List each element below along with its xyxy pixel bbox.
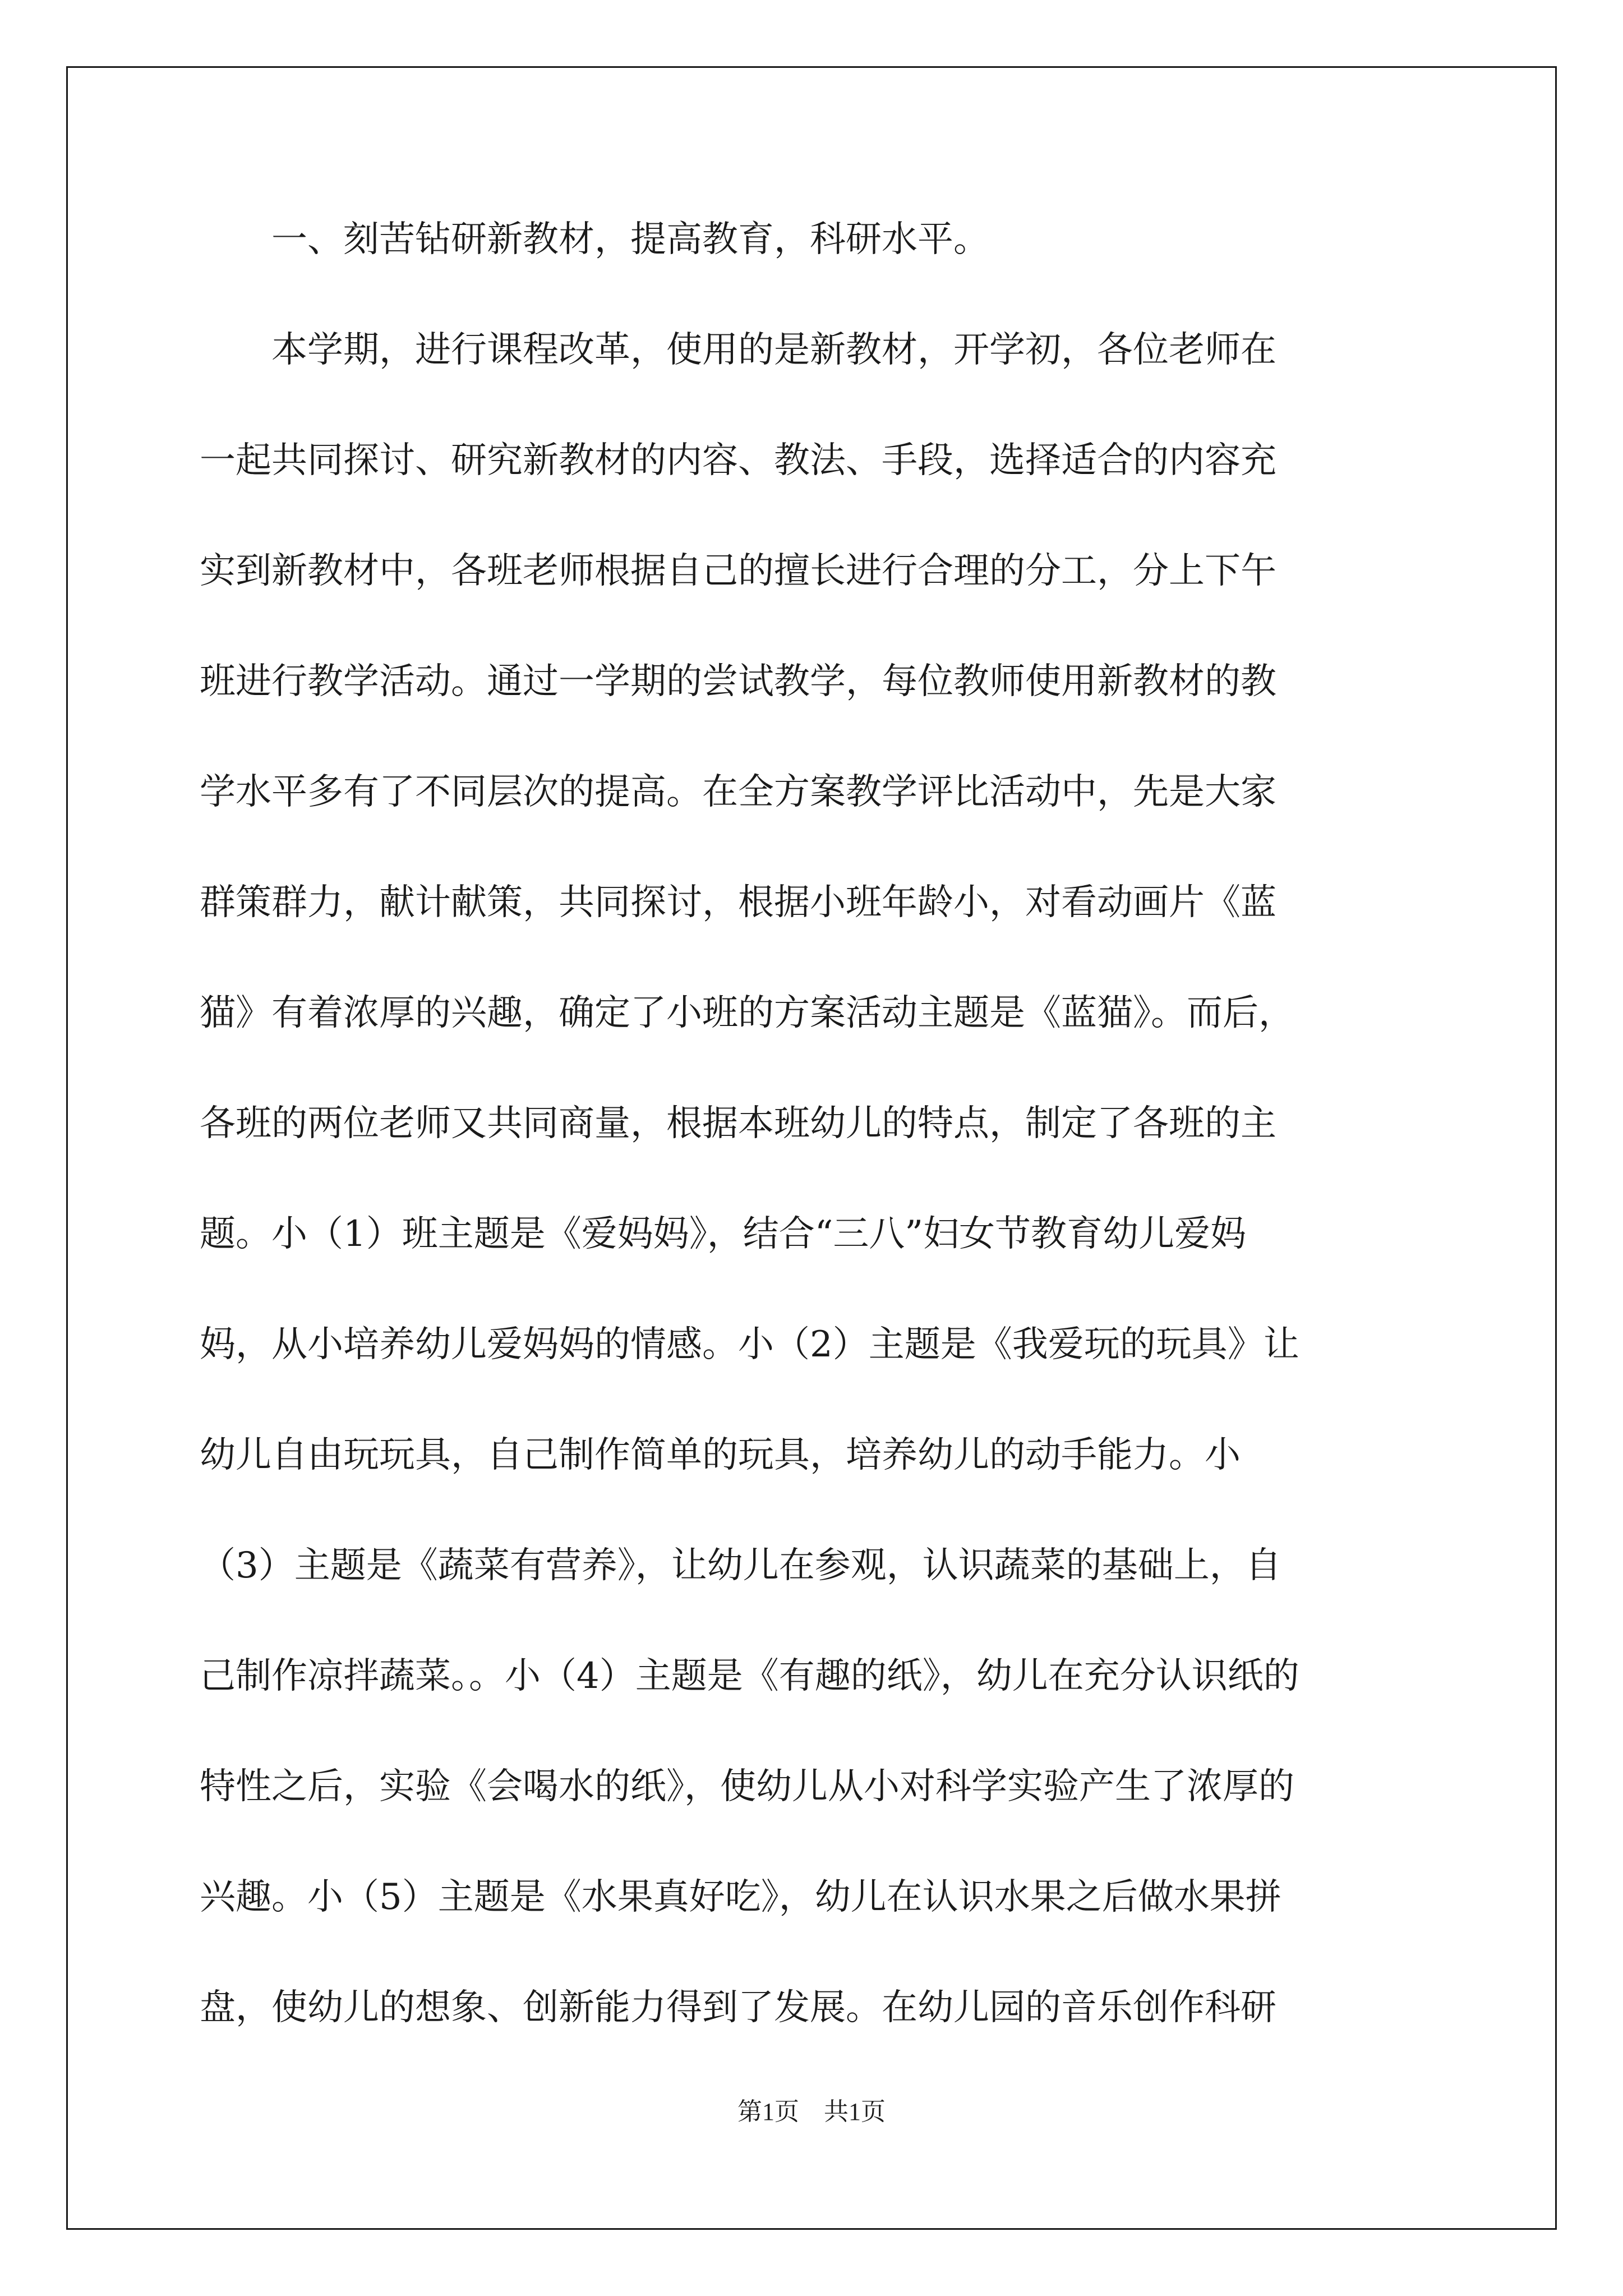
text-line: 题。小（1）班主题是《爱妈妈》，结合“三八”妇女节教育幼儿爱妈 bbox=[200, 1213, 1247, 1255]
text-line: 各班的两位老师又共同商量，根据本班幼儿的特点，制定了各班的主 bbox=[200, 1103, 1276, 1144]
page-number-footer: 第1页 共1页 bbox=[737, 2098, 886, 2125]
text-line: 本学期，进行课程改革，使用的是新教材，开学初，各位老师在 bbox=[271, 329, 1276, 371]
text-line: 盘，使幼儿的想象、创新能力得到了发展。在幼儿园的音乐创作科研 bbox=[200, 1987, 1276, 2028]
text-line: 猫》有着浓厚的兴趣，确定了小班的方案活动主题是《蓝猫》。而后， bbox=[200, 992, 1294, 1034]
document-body bbox=[200, 209, 1433, 2087]
text-line: 兴趣。小（5）主题是《水果真好吃》，幼儿在认识水果之后做水果拼 bbox=[200, 1876, 1281, 1918]
text-line: 一起共同探讨、研究新教材的内容、教法、手段，选择适合的内容充 bbox=[200, 440, 1276, 481]
text-line: 实到新教材中，各班老师根据自己的擅长进行合理的分工，分上下午 bbox=[200, 550, 1276, 592]
text-line: 幼儿自由玩玩具，自己制作简单的玩具，培养幼儿的动手能力。小 bbox=[200, 1434, 1241, 1476]
text-line: 一、刻苦钻研新教材，提高教育，科研水平。 bbox=[271, 219, 989, 260]
text-line: 班进行教学活动。通过一学期的尝试教学，每位教师使用新教材的教 bbox=[200, 661, 1276, 702]
text-line: 己制作凉拌蔬菜。。小（4）主题是《有趣的纸》，幼儿在充分认识纸的 bbox=[200, 1655, 1299, 1697]
text-line: 群策群力，献计献策，共同探讨，根据小班年龄小，对看动画片《蓝 bbox=[200, 882, 1276, 923]
text-line: 特性之后，实验《会喝水的纸》，使幼儿从小对科学实验产生了浓厚的 bbox=[200, 1766, 1294, 1807]
text-line: 学水平多有了不同层次的提高。在全方案教学评比活动中，先是大家 bbox=[200, 771, 1276, 813]
text-line: （3）主题是《蔬菜有营养》，让幼儿在参观，认识蔬菜的基础上，自 bbox=[200, 1545, 1281, 1586]
text-line: 妈，从小培养幼儿爱妈妈的情感。小（2）主题是《我爱玩的玩具》让 bbox=[200, 1324, 1299, 1365]
